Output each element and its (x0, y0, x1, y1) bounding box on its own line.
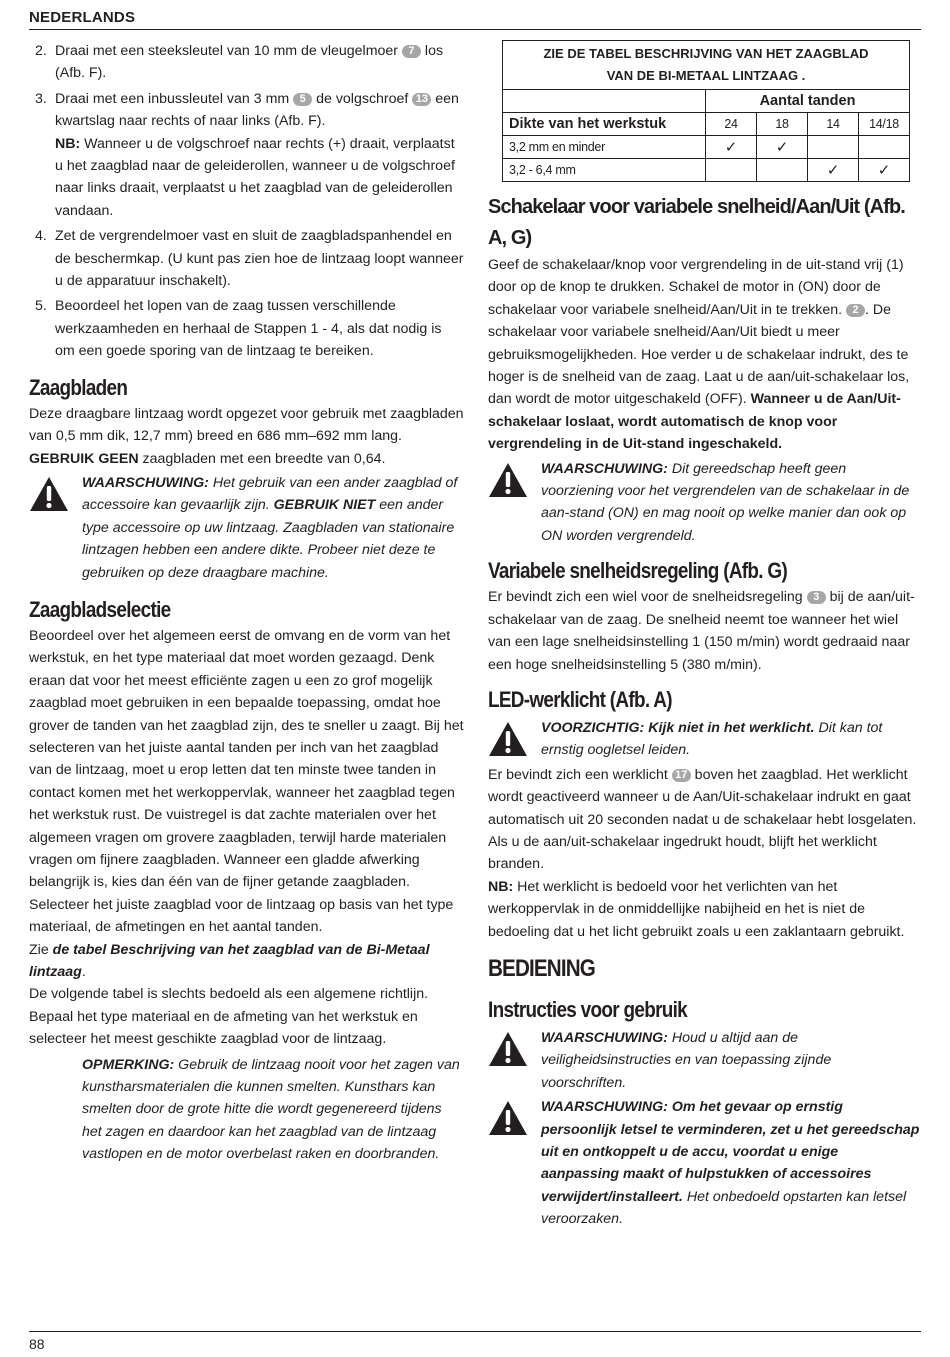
thickness-header: Dikte van het werkstuk (503, 113, 706, 136)
selectie-paragraph-2: Selecteer het juiste zaagblad voor de lintzaag op basis van het type materiaal, de afmetingen en het aantal tanden. (29, 896, 454, 936)
teeth-col-14: 14 (808, 113, 859, 136)
section-title-zaagbladselectie: Zaagbladselectie (29, 596, 171, 622)
warning-triangle-icon (488, 462, 528, 498)
page-number: 88 (29, 1336, 45, 1352)
warning-triangle-icon (488, 1100, 528, 1136)
warning-veiligheid: WAARSCHUWING: Houd u altijd aan de veiligheidsinstructies en van toepassing zijnde voorschriften. (488, 1027, 920, 1094)
selectie-paragraph-1: Beoordeel over het algemeen eerst de omvang en de vorm van het werkstuk, en het type materiaal dat moet worden gezaagd. Denk eraan dat voor het meest efficiënte zagen u een zo grof mogelijk zaagblad moet gebruiken in een bepaalde toepassing, omdat hoe grover de tanden van het zaagblad zijn, des te sneller u zaagt. Bij het selecteren van het juiste aantal tanden per inch van het zaagblad van de lintzaag, moet u erop letten dat ten minste twee tanden in contact komen met het werkoppervlak, wanneer het zaagblad tegen het werkstuk rust. De vuistregel is dat zachte materialen over het algemeen vragen om grovere zaagbladen, terwijl harde materialen vragen om fijnere zaagbladen. Wanneer een gladde afwerking belangrijk is, kies dan één van de fijner getande zaagbladen. (29, 627, 464, 891)
left-column (29, 40, 465, 1166)
led-nb: NB: Het werklicht is bedoeld voor het verlichten van het werkoppervlak in de onmiddellijke nabijheid en het is niet de bedoeling dat u het licht gebruikt zoals u een zaklantaarn gebruikt. (488, 878, 905, 940)
led-text: Er bevindt zich een werklicht 17 boven het zaagblad. Het werklicht wordt geactiveerd wanneer u de Aan/Uit-schakelaar indrukt en gaat automatisch uit 20 seconden nadat u de schakelaar hebt losgelaten. Als u de aan/uit-schakelaar ingedrukt houdt, blijft het werklicht branden. (488, 766, 917, 873)
section-title-led-werklicht: LED-werklicht (Afb. A) (488, 686, 672, 712)
teeth-col-24: 24 (706, 113, 757, 136)
selectie-paragraph-3: Zie de tabel Beschrijving van het zaagblad van de Bi-Metaal lintzaag. (29, 941, 430, 981)
check-mark: ✓ (757, 136, 808, 159)
part-number-badge: 7 (402, 45, 421, 58)
caution-werklicht: VOORZICHTIG: Kijk niet in het werklicht. Dit kan tot ernstig oogletsel leiden. (488, 717, 920, 762)
part-number-badge: 2 (846, 304, 865, 317)
teeth-header: Aantal tanden (706, 90, 910, 113)
step-5: 5. Beoordeel het lopen van de zaag tussen verschillende werkzaamheden en herhaal de Stappen 1 - 4, als dat nodig is om een goede sporing van de lintzaag te bereiken. (35, 298, 442, 360)
blade-description-table (502, 40, 910, 182)
schakelaar-text: Geef de schakelaar/knop voor vergrendeling in de uit-stand vrij (1) door op de knop te drukken. Schakel de motor in (ON) door de schakelaar voor variabele snelheid/Aan/Uit in te trekken. 2 . De schakelaar voor variabele snelheid/Aan/Uit biedt u meer gebruiksmogelijkheden. Hoe verder u de schakelaar indrukt, des te hoger is de snelheid van de zaag. Laat u de aan/uit-schakelaar los, dan wordt de motor uitgeschakeld (OFF). Wanneer u de Aan/Uit-schakelaar loslaat, wordt automatisch de knop voor vergrendeling in de Uit-stand ingeschakeld. (488, 257, 910, 453)
warning-triangle-icon (29, 476, 69, 512)
section-title-schakelaar: Schakelaar voor variabele snelheid/Aan/Uit (Afb. A, G) (488, 196, 905, 249)
table-title: ZIE DE TABEL BESCHRIJVING VAN HET ZAAGBLAD VAN DE BI-METAAL LINTZAAG . (503, 41, 910, 90)
check-mark: ✓ (808, 159, 859, 182)
warning-triangle-icon (488, 1031, 528, 1067)
note-kunsthars: OPMERKING: Gebruik de lintzaag nooit voor het zagen van kunstharsmaterialen die kunnen smelten. Kunsthars kan smelten door de grote hitte die wordt gegenereerd tijdens het zagen en daardoor kan het zaagblad van de lintzaag vastlopen en de motor overbelast raken en doorbranden. (82, 1056, 460, 1163)
teeth-col-18: 18 (757, 113, 808, 136)
nb-label: NB: (55, 135, 81, 152)
step-2: 2. Draai met een steeksleutel van 10 mm de vleugelmoer 7 los (Afb. F). (35, 43, 444, 82)
warning-zaagblad: WAARSCHUWING: Het gebruik van een ander zaagblad of accessoire kan gevaarlijk zijn. GEBRUIK NIET een ander type accessoire op uw lintzaag. Zaagbladen van stationaire lintzagen hebben een andere dikte. Probeer niet deze te gebruiken op deze draagbare machine. (29, 472, 465, 584)
footer-rule (29, 1331, 921, 1332)
section-title-instructies: Instructies voor gebruik (488, 996, 688, 1022)
check-mark: ✓ (706, 136, 757, 159)
check-mark: ✓ (859, 159, 910, 182)
section-title-snelheidsregeling: Variabele snelheidsregeling (Afb. G) (488, 558, 788, 584)
header-rule (29, 29, 921, 30)
part-number-badge: 13 (412, 93, 431, 106)
part-number-badge: 5 (293, 93, 312, 106)
step-4: 4. Zet de vergrendelmoer vast en sluit de zaagbladspanhendel en de beschermkap. (U kunt pas zien hoe de lintzaag loopt wanneer u de apparatuur inschakelt). (35, 228, 464, 290)
teeth-col-14-18: 14/18 (859, 113, 910, 136)
selectie-paragraph-4: De volgende tabel is slechts bedoeld als een algemene richtlijn. Bepaal het type materiaal en de afmeting van het werkstuk en selecteer het meest geschikte zaagblad voor de lintzaag. (29, 986, 429, 1048)
warning-triangle-icon (488, 721, 528, 757)
section-title-zaagbladen: Zaagbladen (29, 374, 128, 400)
snelheid-text: Er bevindt zich een wiel voor de snelheidsregeling 3 bij de aan/uit-schakelaar van de zaag. De snelheid neemt toe wanneer het wiel van een lage snelheidsinstelling 1 (150 m/min) wordt gedraaid naar een hoge snelheidsinstelling 5 (380 m/min). (488, 589, 915, 673)
zaagbladen-text: Deze draagbare lintzaag wordt opgezet voor gebruik met zaagbladen van 0,5 mm dik, 12,7 mm) breed en 686 mm–692 mm lang. GEBRUIK GEEN zaagbladen met een breedte van 0,64. (29, 405, 464, 467)
part-number-badge: 17 (672, 769, 691, 782)
section-title-bediening: BEDIENING (488, 954, 595, 982)
table-row: 3,2 mm en minder ✓ ✓ (503, 136, 910, 159)
table-row: 3,2 - 6,4 mm ✓ ✓ (503, 159, 910, 182)
right-column (488, 40, 920, 1233)
language-header: NEDERLANDS (29, 9, 136, 26)
step-3: 3. Draai met een inbussleutel van 3 mm 5 de volgschroef 13 een kwartslag naar rechts of naar links (Afb. F). NB: Wanneer u de volgschroef naar rechts (+) draait, verplaatst u het zaagblad naar de geleiderollen, wanneer u de volgschroef naar links draait, verplaatst u het zaagblad van de geleiderollen vandaan. (35, 90, 459, 219)
warning-schakelaar: WAARSCHUWING: Dit gereedschap heeft geen voorziening voor het vergrendelen van de schakelaar in de aan-stand (ON) en mag nooit op welke manier dan ook op ON worden vergrendeld. (488, 458, 920, 548)
warning-letsel: WAARSCHUWING: Om het gevaar op ernstig persoonlijk letsel te verminderen, zet u het gereedschap uit en ontkoppelt u de accu, voordat u enige aanpassing maakt of hulpstukken of accessoires verwijdert/installeert. Het onbedoeld opstarten kan letsel veroorzaken. (488, 1096, 920, 1230)
part-number-badge: 3 (807, 591, 826, 604)
